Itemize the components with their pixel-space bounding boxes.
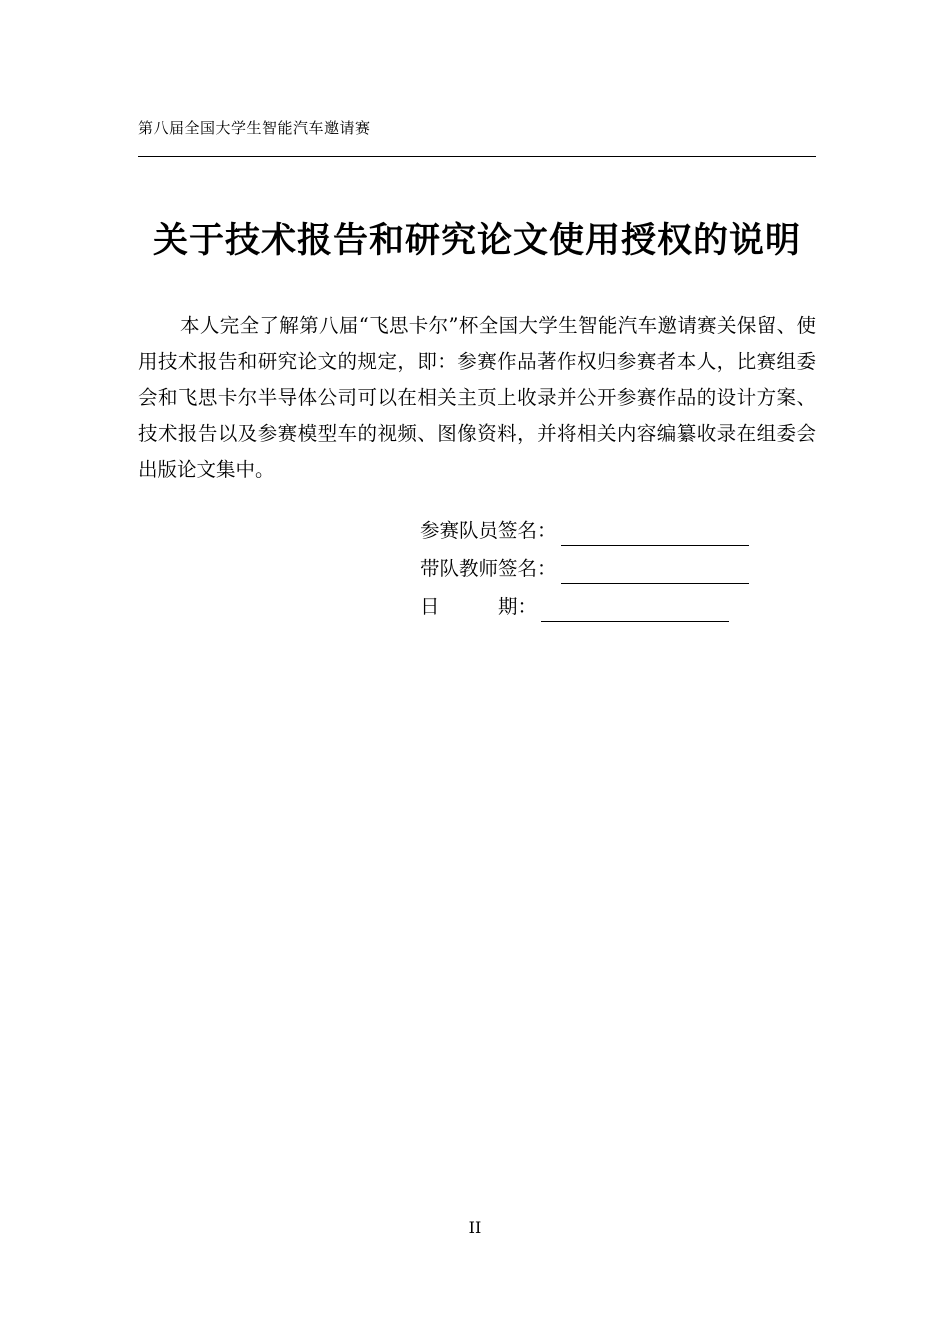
page-number: II — [468, 1218, 482, 1237]
signature-row-date — [420, 584, 820, 622]
signature-label-teacher: 带队教师签名： — [420, 557, 557, 580]
signature-line-teacher[interactable] — [561, 559, 749, 584]
signature-block — [420, 508, 820, 622]
signature-line-date[interactable] — [541, 597, 729, 622]
signature-line-student[interactable] — [561, 521, 749, 546]
page-header — [138, 118, 816, 138]
running-title: 第八届全国大学生智能汽车邀请赛 — [138, 119, 371, 137]
page-title: 关于技术报告和研究论文使用授权的说明 — [152, 221, 801, 261]
signature-label-student: 参赛队员签名： — [420, 519, 557, 542]
authorization-paragraph: 本人完全了解第八届“飞思卡尔”杯全国大学生智能汽车邀请赛关保留、使用技术报告和研究论文的规定，即：参赛作品著作权归参赛者本人，比赛组委会和飞思卡尔半导体公司可以在相关主页上收录并公开参赛作品的设计方案、技术报告以及参赛模型车的视频、图像资料，并将相关内容编纂收录在组委会出版论文集中。 — [138, 314, 816, 481]
signature-row-teacher — [420, 546, 820, 584]
signature-label-date: 日 期： — [420, 595, 538, 618]
header-divider — [138, 156, 816, 157]
signature-row-student — [420, 508, 820, 546]
